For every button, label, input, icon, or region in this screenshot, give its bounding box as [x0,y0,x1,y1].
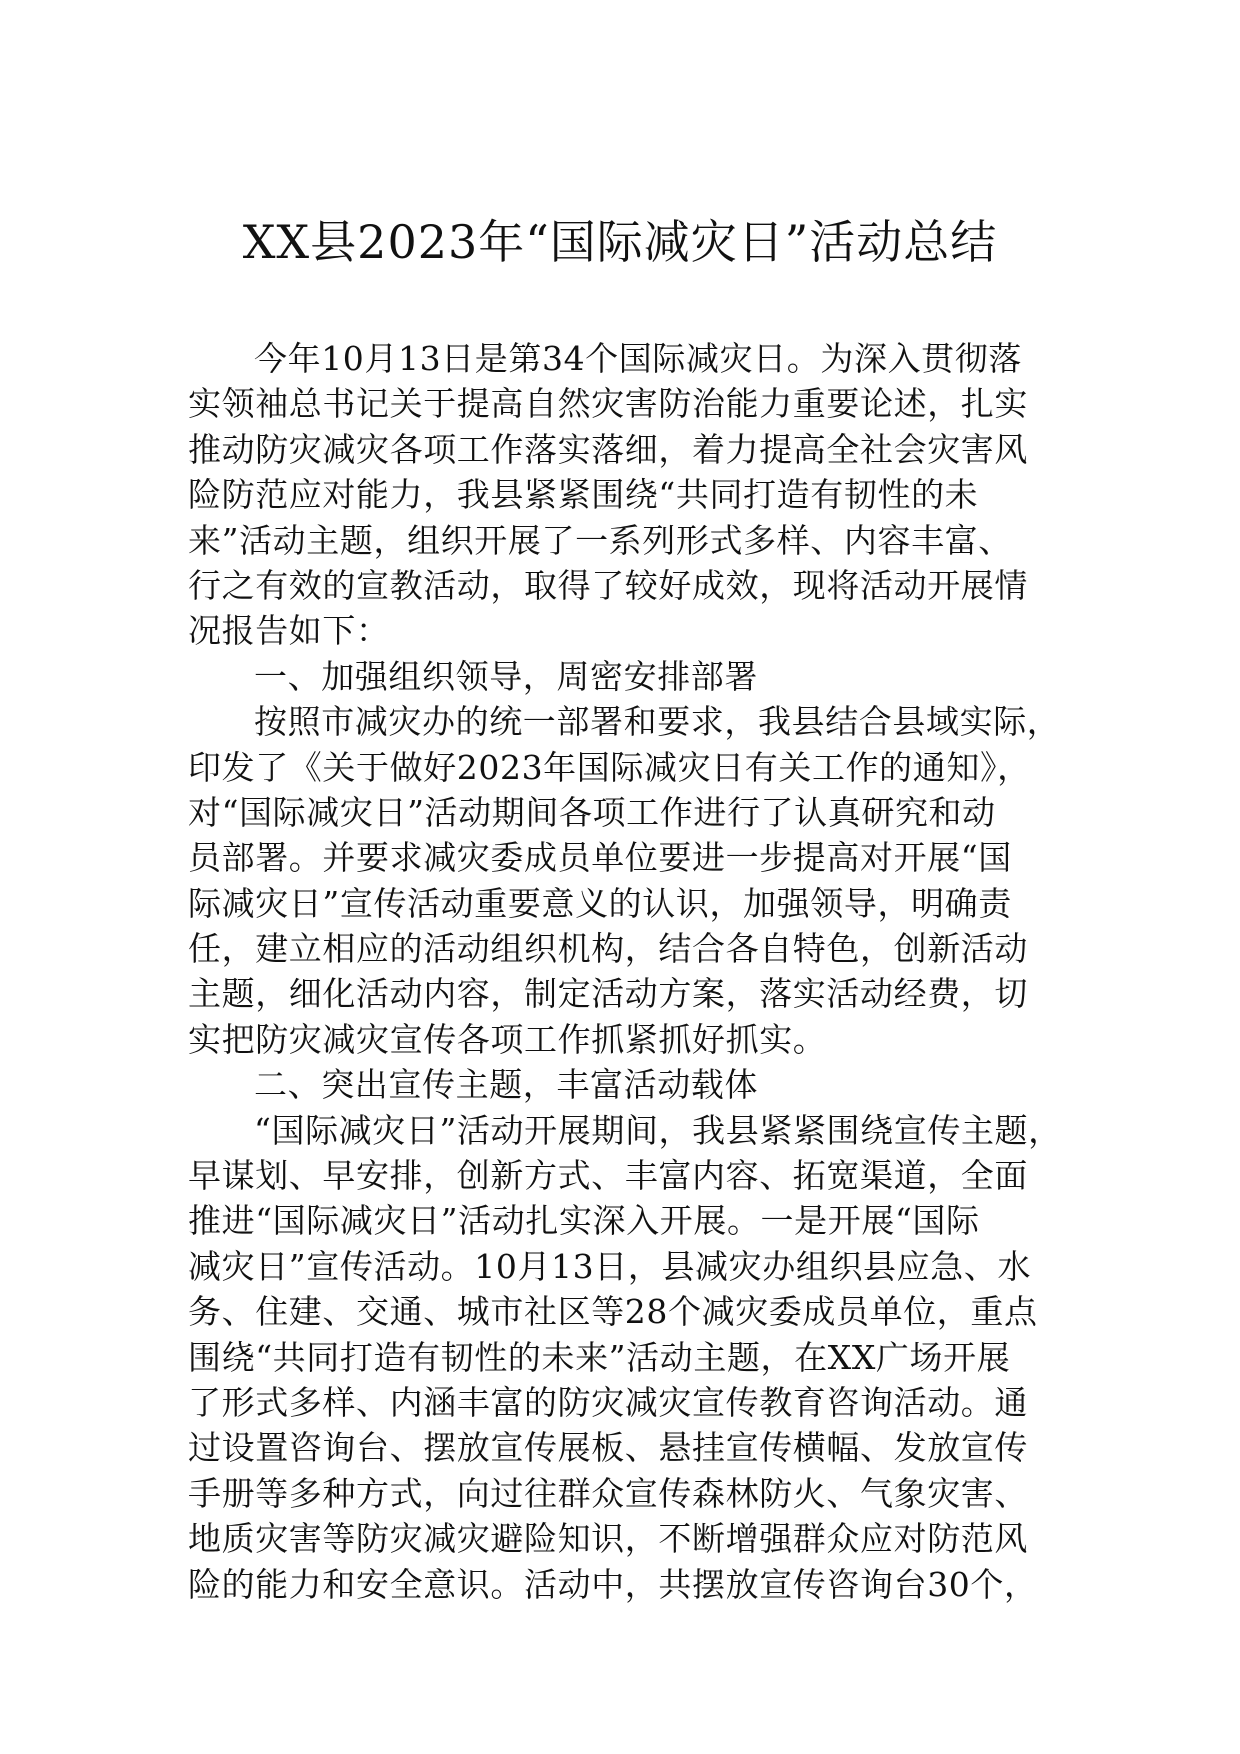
document-body [188,336,1068,1607]
body-text-line: 过设置咨询台、摆放宣传展板、悬挂宣传横幅、发放宣传 [188,1428,1028,1468]
body-text-line: 来”活动主题，组织开展了一系列形式多样、内容丰富、 [188,520,1012,560]
body-text-line: 了形式多样、内涵丰富的防灾减灾宣传教育咨询活动。通 [188,1382,1028,1422]
body-text-line: “国际减灾日”活动开展期间，我县紧紧围绕宣传主题， [254,1110,1062,1150]
body-text-line: 早谋划、早安排，创新方式、丰富内容、拓宽渠道，全面 [188,1156,1028,1196]
body-text-line: 务、住建、交通、城市社区等28个减灾委成员单位，重点 [188,1292,1038,1332]
body-text-line: 印发了《关于做好2023年国际减灾日有关工作的通知》， [188,747,1031,787]
body-text-line: 员部署。并要求减灾委成员单位要进一步提高对开展“国 [188,838,1012,878]
body-text-line: 围绕“共同打造有韧性的未来”活动主题，在XX广场开展 [188,1337,1011,1377]
body-text-line: 一、加强组织领导，周密安排部署 [254,656,758,696]
body-text-line: 实把防灾减灾宣传各项工作抓紧抓好抓实。 [188,1019,827,1059]
body-text-line: 手册等多种方式，向过往群众宣传森林防火、气象灾害、 [188,1473,1028,1513]
body-text-line: 二、突出宣传主题，丰富活动载体 [254,1065,758,1105]
body-text-line: 今年10月13日是第34个国际减灾日。为深入贯彻落 [254,339,1022,378]
body-text-line: 实领袖总书记关于提高自然灾害防治能力重要论述，扎实 [188,384,1028,424]
body-text-line: 际减灾日”宣传活动重要意义的认识，加强领导，明确责 [188,883,1012,923]
body-text-line: 地质灾害等防灾减灾避险知识，不断增强群众应对防范风 [188,1519,1028,1559]
body-text-line: 按照市减灾办的统一部署和要求，我县结合县域实际， [254,702,1061,742]
body-text-line: 对“国际减灾日”活动期间各项工作进行了认真研究和动 [188,792,996,832]
body-text-line: 推动防灾减灾各项工作落实落细，着力提高全社会灾害风 [188,429,1028,469]
body-text-line: 险防范应对能力，我县紧紧围绕“共同打造有韧性的未 [188,475,979,515]
body-text-line: 险的能力和安全意识。活动中，共摆放宣传咨询台30个， [188,1564,1038,1604]
body-text-line: 推进“国际减灾日”活动扎实深入开展。一是开展“国际 [188,1201,980,1241]
body-text-line: 任，建立相应的活动组织机构，结合各自特色，创新活动 [188,929,1028,969]
body-text-line: 减灾日”宣传活动。10月13日，县减灾办组织县应急、水 [188,1246,1032,1286]
document-title: XX县2023年“国际减灾日”活动总结 [242,215,998,269]
body-text-line: 行之有效的宣教活动，取得了较好成效，现将活动开展情 [188,565,1028,605]
body-text-line: 主题，细化活动内容，制定活动方案，落实活动经费，切 [188,974,1028,1014]
body-text-line: 况报告如下： [188,611,390,651]
